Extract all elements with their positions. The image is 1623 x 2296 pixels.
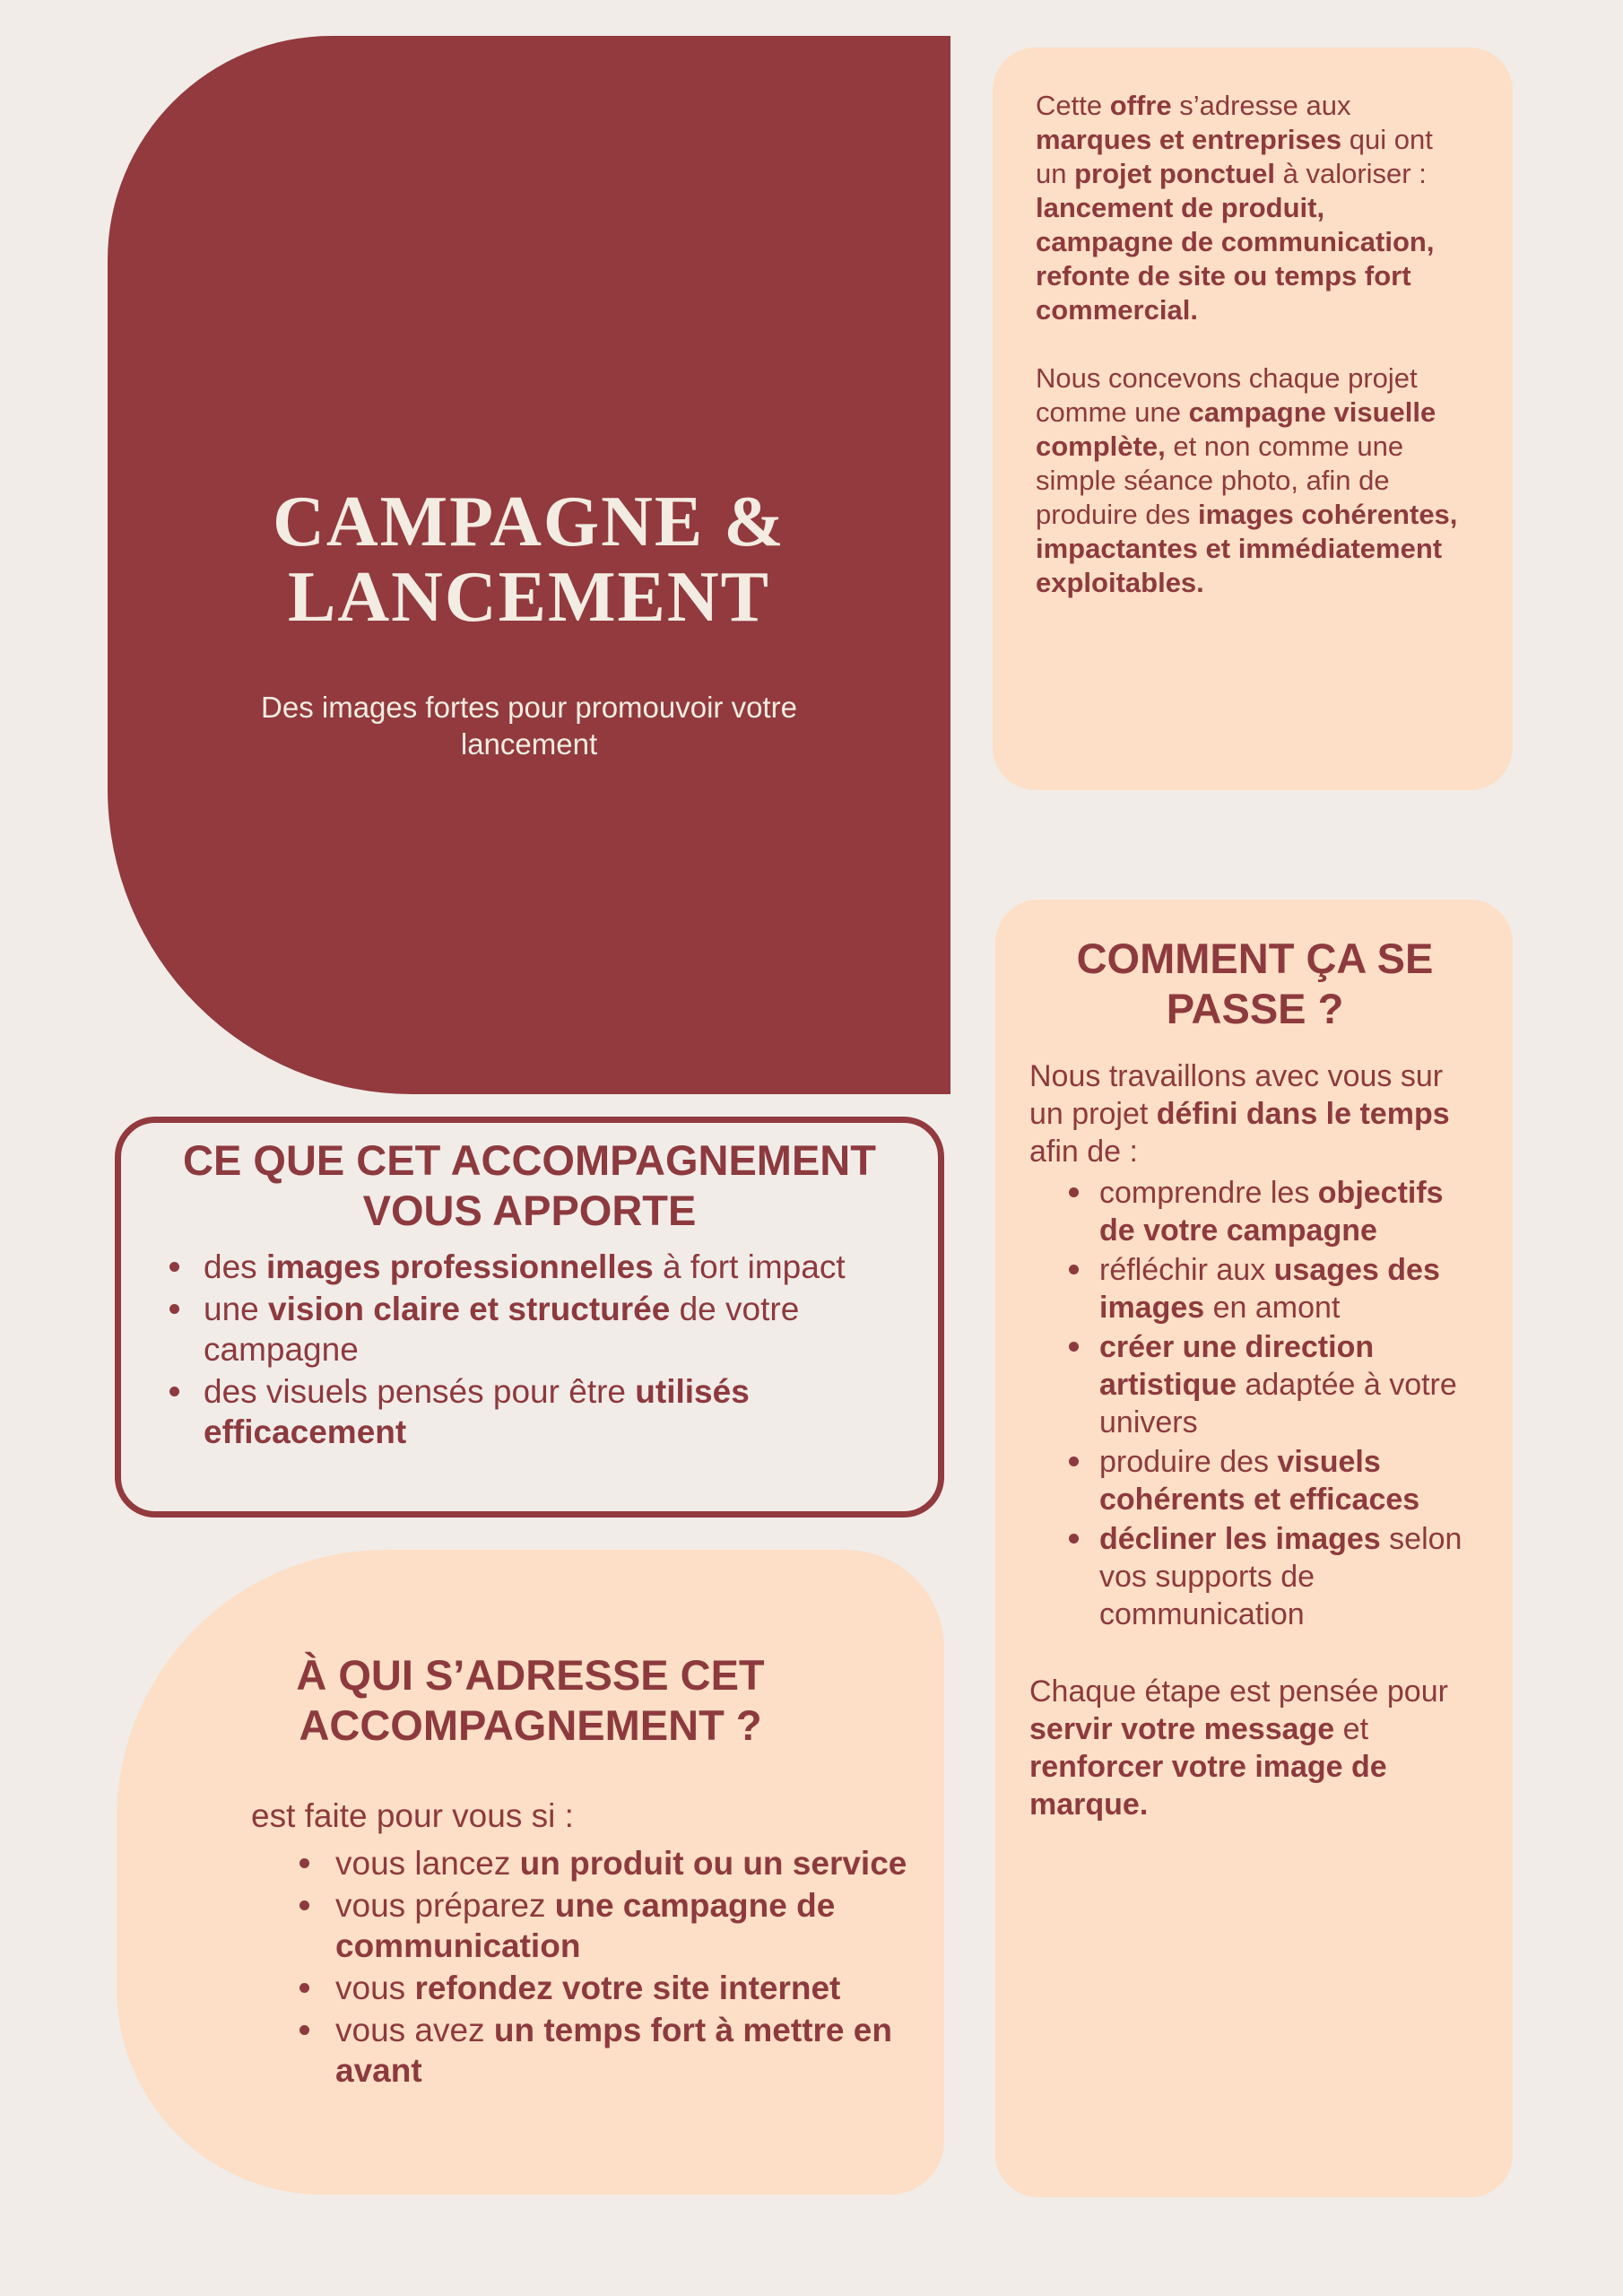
audience-heading-line-1: À QUI S’ADRESSE CET [296,1651,765,1699]
process-outro: Chaque étape est pensée pour servir votre message et renforcer votre image de marque. [1029,1674,1448,1822]
process-heading-line-2: PASSE ? [1166,985,1344,1032]
process-list [1062,1174,1480,1633]
bullet-text: vous refondez votre site internet [335,1970,841,2006]
list-item [164,1371,906,1452]
list-item [164,1247,906,1287]
bullet-text: vous lancez un produit ou un service [335,1845,907,1882]
offer-paragraph-1: Cette offre s’adresse aux marques et entreprises qui ont un projet ponctuel à valoriser : lancement de produit, campagne de communication, refonte de site ou temps fort commercial. [1036,90,1435,326]
bullet-dot [169,1304,179,1314]
benefits-list [164,1247,906,1452]
list-item [292,1843,917,1883]
page-title [108,484,950,635]
bullet-text: une vision claire et structurée de votre campagne [204,1291,800,1368]
page-subtitle: Des images fortes pour promouvoir votre lancement [261,691,797,761]
bullet-text: créer une direction artistique adaptée à votre univers [1099,1330,1457,1439]
bullet-dot [1069,1342,1079,1352]
process-intro: Nous travaillons avec vous sur un projet défini dans le temps afin de : [1029,1059,1450,1169]
bullet-dot [299,1858,309,1868]
bullet-text: produire des visuels cohérents et efficaces [1099,1445,1420,1517]
list-item [292,2010,917,2091]
bullet-dot [1069,1187,1079,1197]
process-card [995,900,1513,2197]
bullet-dot [299,1983,309,1993]
audience-heading-line-2: ACCOMPAGNEMENT ? [299,1701,762,1749]
bullet-dot [1069,1265,1079,1274]
bullet-dot [299,1900,309,1910]
process-heading-line-1: COMMENT ÇA SE [1076,935,1434,982]
audience-card [117,1550,944,2195]
bullet-text: comprendre les objectifs de votre campagne [1099,1176,1444,1248]
bullet-text: décliner les images selon vos supports de communication [1099,1522,1462,1631]
benefits-heading-line-1: CE QUE CET ACCOMPAGNEMENT [183,1136,876,1184]
bullet-dot [169,1262,179,1272]
list-item [1062,1443,1480,1518]
page-title-line-1: CAMPAGNE & [273,483,785,561]
offer-paragraph-2: Nous concevons chaque projet comme une campagne visuelle complète, et non comme une simple séance photo, afin de produire des images cohérentes, impactantes et immédiatement exploitables. [1036,362,1458,598]
benefits-card [115,1117,944,1518]
list-item [1062,1328,1480,1441]
process-heading [1029,934,1480,1034]
audience-list [292,1843,917,2091]
audience-heading [117,1550,944,1751]
page-title-line-2: LANCEMENT [287,558,771,637]
list-item [1062,1520,1480,1633]
list-item [292,1968,917,2008]
benefits-heading-line-2: VOUS APPORTE [362,1187,697,1234]
list-item [1062,1251,1480,1326]
bullet-text: des images professionnelles à fort impact [204,1248,846,1285]
list-item [1062,1174,1480,1249]
bullet-dot [1069,1534,1079,1544]
audience-intro: est faite pour vous si : [251,1797,574,1834]
benefits-heading [121,1135,938,1236]
bullet-dot [1069,1457,1079,1466]
bullet-dot [169,1387,179,1396]
hero-red-blob [108,36,950,1094]
list-item [164,1289,906,1370]
bullet-text: des visuels pensés pour être utilisés efficacement [204,1373,750,1450]
bullet-text: vous préparez une campagne de communication [335,1887,836,1964]
offer-card [993,48,1513,790]
bullet-text: réfléchir aux usages des images en amont [1099,1253,1440,1325]
list-item [292,1885,917,1966]
bullet-text: vous avez un temps fort à mettre en avant [335,2012,892,2089]
bullet-dot [299,2025,309,2035]
